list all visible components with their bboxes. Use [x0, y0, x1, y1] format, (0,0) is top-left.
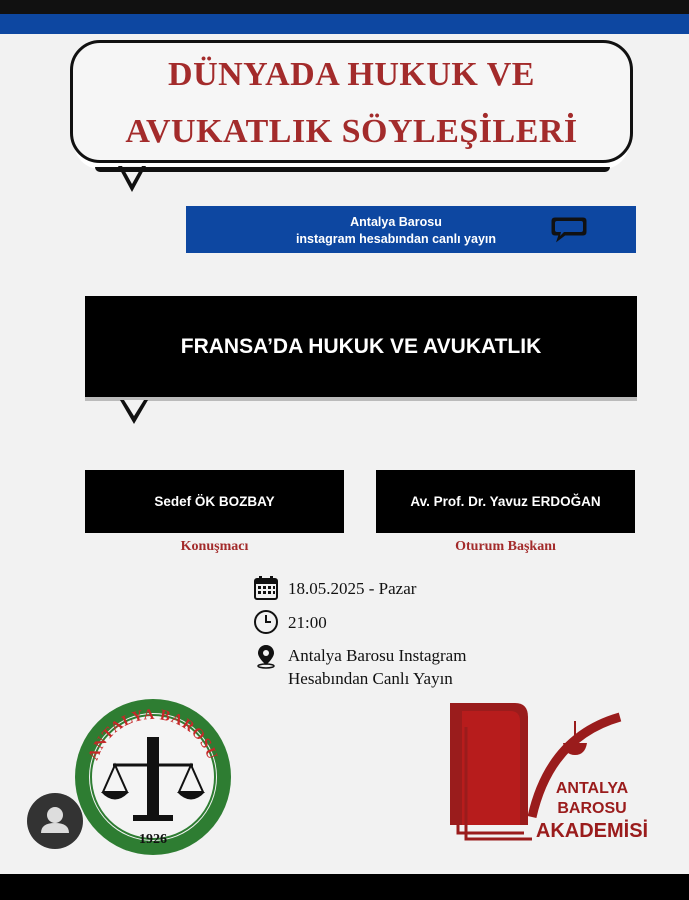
- moderator-name-box: Av. Prof. Dr. Yavuz ERDOĞAN: [376, 470, 635, 533]
- event-location-line1: Antalya Barosu Instagram: [288, 646, 467, 665]
- title-line-1: DÜNYADA HUKUK VE: [168, 56, 535, 93]
- speaker-name-box: Sedef ÖK BOZBAY: [85, 470, 344, 533]
- antalya-barosu-akademisi-logo: [440, 697, 655, 847]
- event-time: 21:00: [288, 613, 327, 632]
- top-black-bar: [0, 0, 689, 14]
- bottom-black-bar: [0, 874, 689, 900]
- speaker-role: Konuşmacı: [180, 539, 249, 554]
- chat-bubble-icon: [551, 215, 587, 243]
- antalya-barosu-seal-logo: [73, 697, 233, 857]
- bubble-underline: [95, 167, 610, 172]
- event-location-line2: Hesabından Canlı Yayın: [288, 669, 453, 688]
- seal-arc-text: ANTALYA BAROSU: [85, 706, 221, 763]
- location-pin-icon: [253, 643, 279, 669]
- profile-avatar-icon[interactable]: [27, 793, 83, 849]
- live-banner-line2: instagram hesabından canlı yayın: [295, 232, 497, 246]
- seal-year: 1926: [139, 832, 167, 847]
- akademi-line1: ANTALYA: [555, 780, 629, 797]
- akademi-line3: AKADEMİSİ: [535, 820, 649, 842]
- moderator-role: Oturum Başkanı: [455, 539, 556, 554]
- calendar-icon: [253, 575, 279, 601]
- title-line-2: AVUKATLIK SÖYLEŞİLERİ: [125, 113, 578, 150]
- topic-box: FRANSA’DA HUKUK VE AVUKATLIK: [85, 296, 637, 397]
- top-blue-bar: [0, 14, 689, 34]
- live-banner-line1: Antalya Barosu: [350, 215, 442, 229]
- clock-icon: [253, 609, 279, 635]
- akademi-line2: BAROSU: [557, 800, 627, 817]
- event-date: 18.05.2025 - Pazar: [288, 579, 417, 598]
